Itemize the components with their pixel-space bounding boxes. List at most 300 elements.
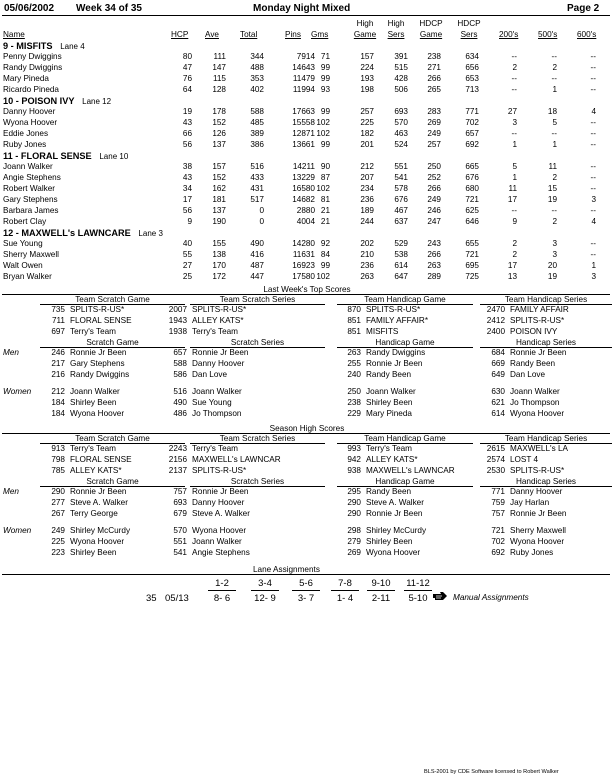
score-value: 630 [491,387,505,396]
score-value: 2156 [168,455,187,464]
high-sers-value: 506 [394,85,408,94]
bowler-name: Danny Hoover [510,487,563,496]
high-game-value: 157 [360,52,374,61]
hdcp-sers-value: 656 [465,63,479,72]
c600-value: 3 [591,272,596,281]
c200-value: 1 [512,173,517,182]
gms-value: 102 [316,118,330,127]
bowler-name: Randy Dwiggins [70,370,130,379]
bowler-name: Ronnie Jr Been [192,348,249,357]
pins-value: 12871 [292,129,315,138]
col-pins: Pins [285,30,301,39]
team-name: LOST 4 [510,455,539,464]
lane-pair-value: 12- 9 [254,593,276,604]
c600-value: -- [590,52,596,61]
score-value: 516 [173,387,187,396]
hdcp-sers-value: 692 [465,140,479,149]
lane-pair-value: 2-11 [371,593,391,604]
lane-pair-head: 5-6 [299,578,313,589]
score-value: 2615 [486,444,505,453]
lane-pair-rule [331,590,359,591]
hdcp-game-value: 266 [427,184,441,193]
hdcp-sers-value: 702 [465,118,479,127]
c500-value: -- [551,52,557,61]
hdcp-sers-value: 657 [465,129,479,138]
header-rule [2,15,610,16]
hcp-value: 25 [182,272,192,281]
bowler-name: Ronnie Jr Been [510,348,567,357]
total-value: 485 [250,118,264,127]
bowler-name: Ronnie Jr Been [366,509,423,518]
total-value: 433 [250,173,264,182]
high-game-value: 202 [360,239,374,248]
ave-value: 181 [212,195,226,204]
score-value: 938 [347,466,361,475]
team-name: SPLITS-R-US* [70,305,125,314]
col-high-game-l2: Game [353,30,377,39]
page-number: Page 2 [567,3,600,14]
team-category-head: Team Scratch Game [75,295,150,304]
score-value: 798 [51,455,65,464]
col-hdcp-sers-l2: Sers [460,30,478,39]
bowler-name: Wyona Hoover [510,409,565,418]
c500-value: 3 [552,239,557,248]
individual-category-head: Handicap Game [375,338,435,347]
col-500s: 500's [538,30,558,39]
ave-value: 178 [212,107,226,116]
lane-pair-value: 3- 7 [297,593,315,604]
score-value: 250 [347,387,361,396]
men-label: Men [3,348,19,357]
hdcp-game-value: 249 [427,129,441,138]
high-game-value: 210 [360,250,374,259]
bowler-name: Sue Young [192,398,232,407]
pins-value: 14211 [292,162,315,171]
bowler-name: Angie Stephens [192,548,250,557]
score-value: 697 [51,327,65,336]
player-name: Robert Clay [3,217,47,226]
pins-value: 11631 [292,250,315,259]
high-game-value: 189 [360,206,374,215]
gms-value: 93 [320,85,330,94]
team-name: FAMILY AFFAIR [510,305,569,314]
player-name: Sue Young [3,239,43,248]
hcp-value: 56 [182,206,192,215]
score-value: 541 [173,548,187,557]
total-value: 402 [250,85,264,94]
score-value: 269 [347,548,361,557]
lane-pair-rule [292,590,320,591]
gms-value: 99 [320,107,330,116]
score-value: 669 [491,359,505,368]
bowler-name: Ruby Jones [510,548,554,557]
c200-value: -- [511,85,517,94]
lane-week: 35 [146,593,157,604]
bowler-name: Dan Love [510,370,546,379]
gms-value: 92 [320,239,330,248]
c600-value: -- [590,173,596,182]
bowler-name: Steve A. Walker [192,509,250,518]
women-label: Women [3,387,32,396]
c500-value: 3 [552,250,557,259]
lane-pair-rule [251,590,279,591]
c500-value: 2 [552,217,557,226]
c500-value: 11 [548,162,557,171]
score-value: 2137 [168,466,187,475]
hcp-value: 19 [182,107,192,116]
team-name: SPLITS-R-US* [192,305,247,314]
total-value: 344 [250,52,264,61]
score-value: 240 [347,370,361,379]
high-sers-value: 391 [394,52,408,61]
score-value: 735 [51,305,65,314]
team-title: 12 - MAXWELL's LAWNCARE [3,228,131,238]
team-category-head: Team Handicap Series [504,434,588,443]
pins-value: 2880 [296,206,315,215]
bowler-name: Gary Stephens [70,359,125,368]
col-ave: Ave [205,30,219,39]
team-category-head: Team Handicap Game [364,434,446,443]
hdcp-game-value: 247 [427,217,441,226]
col-total: Total [240,30,258,39]
col-hdcp-sers [456,18,482,40]
high-game-value: 201 [360,140,374,149]
score-value: 771 [491,487,505,496]
team-lane: Lane 4 [60,42,85,51]
c500-value: 1 [552,85,557,94]
lane-date: 05/13 [165,593,189,604]
score-value: 216 [51,370,65,379]
col-hdcp-game-l2: Game [419,30,443,39]
team-name: ALLEY KATS* [192,316,244,325]
hdcp-game-value: 283 [427,107,441,116]
c500-value: -- [551,129,557,138]
total-value: 386 [250,140,264,149]
hdcp-game-value: 246 [427,206,441,215]
high-game-value: 257 [360,107,374,116]
gms-value: 21 [320,206,330,215]
c600-value: 4 [591,217,596,226]
c500-value: 19 [547,195,557,204]
team-lane: Lane 3 [138,229,163,238]
bowler-name: Shirley Been [366,398,413,407]
hdcp-game-value: 252 [427,173,441,182]
pins-value: 14643 [292,63,315,72]
team-name: SPLITS-R-US* [192,466,247,475]
total-value: 416 [250,250,264,259]
total-value: 517 [250,195,264,204]
player-name: Sherry Maxwell [3,250,59,259]
team-title: 11 - FLORAL SENSE [3,151,92,161]
ave-value: 137 [212,140,226,149]
hcp-value: 9 [187,217,192,226]
total-value: 0 [259,217,264,226]
score-value: 2243 [168,444,187,453]
col-hdcp-game [418,18,444,40]
pins-value: 4004 [296,217,315,226]
individual-category-head: Scratch Series [230,338,285,347]
c200-value: -- [511,52,517,61]
score-value: 721 [491,526,505,535]
hcp-value: 64 [182,85,192,94]
c600-value: -- [590,85,596,94]
lane-rule [2,574,610,575]
lane-pair-head: 1-2 [215,578,229,589]
high-sers-value: 647 [394,272,408,281]
player-name: Randy Dwiggins [3,63,63,72]
gms-value: 102 [316,272,330,281]
hcp-value: 40 [182,239,192,248]
c600-value: -- [590,206,596,215]
team-category-head: Team Scratch Series [219,434,296,443]
gms-value: 21 [320,217,330,226]
hcp-value: 56 [182,140,192,149]
team-category-head: Team Handicap Series [504,295,588,304]
team-lane: Lane 10 [99,152,129,161]
ave-value: 147 [212,63,226,72]
hdcp-game-value: 238 [427,52,441,61]
high-sers-value: 637 [394,217,408,226]
team-name: Terry's Team [192,444,238,453]
ave-value: 172 [212,272,226,281]
score-value: 785 [51,466,65,475]
ave-value: 152 [212,118,226,127]
hdcp-sers-value: 653 [465,74,479,83]
score-value: 249 [51,526,65,535]
hdcp-game-value: 266 [427,74,441,83]
player-name: Wyona Hoover [3,118,58,127]
c200-value: 27 [507,107,517,116]
c600-value: -- [590,250,596,259]
score-value: 225 [51,537,65,546]
ave-value: 157 [212,162,226,171]
gms-value: 102 [316,129,330,138]
hcp-value: 80 [182,52,192,61]
score-value: 993 [347,444,361,453]
team-heading [3,97,111,106]
score-value: 246 [51,348,65,357]
hdcp-sers-value: 646 [465,217,479,226]
high-game-value: 236 [360,195,374,204]
ave-value: 115 [212,74,226,83]
hdcp-sers-value: 676 [465,173,479,182]
score-value: 255 [347,359,361,368]
c500-value: 2 [552,63,557,72]
hcp-value: 47 [182,63,192,72]
score-value: 2400 [486,327,505,336]
team-name: MAXWELL's LAWNCAR [366,466,455,475]
ave-value: 128 [212,85,226,94]
score-value: 229 [347,409,361,418]
hdcp-sers-value: 634 [465,52,479,61]
team-heading [3,229,163,238]
hdcp-sers-value: 695 [465,261,479,270]
player-name: Barbara James [3,206,59,215]
score-value: 649 [491,370,505,379]
ave-value: 138 [212,250,226,259]
score-value: 290 [347,498,361,507]
player-name: Gary Stephens [3,195,58,204]
c600-value: -- [590,184,596,193]
hcp-value: 34 [182,184,192,193]
hdcp-game-value: 263 [427,261,441,270]
lane-pair-head: 3-4 [258,578,272,589]
high-sers-value: 693 [394,107,408,116]
score-value: 851 [347,327,361,336]
bowler-name: Joann Walker [366,387,416,396]
team-category-head: Team Handicap Game [364,295,446,304]
pins-value: 16923 [292,261,315,270]
high-sers-value: 467 [394,206,408,215]
bowler-name: Wyona Hoover [70,537,125,546]
total-value: 353 [250,74,264,83]
score-value: 267 [51,509,65,518]
individual-category-head: Scratch Game [86,338,139,347]
ave-value: 170 [212,261,226,270]
c600-value: 3 [591,195,596,204]
gms-value: 99 [320,140,330,149]
hdcp-sers-value: 665 [465,162,479,171]
lane-pair-head: 7-8 [338,578,352,589]
player-name: Ricardo Pineda [3,85,59,94]
high-sers-value: 551 [394,162,408,171]
col-high-game-l1: High [356,19,374,28]
score-value: 942 [347,455,361,464]
bowler-name: Mary Pineda [366,409,412,418]
hcp-value: 43 [182,118,192,127]
lane-pair-value: 1- 4 [336,593,354,604]
player-name: Ruby Jones [3,140,47,149]
lane-pair-head: 11-12 [406,578,430,589]
score-value: 588 [173,359,187,368]
team-category-head: Team Scratch Game [75,434,150,443]
hcp-value: 55 [182,250,192,259]
team-name: SPLITS-R-US* [510,466,565,475]
score-value: 298 [347,526,361,535]
gms-value: 99 [320,74,330,83]
team-name: MISFITS [366,327,399,336]
bowler-name: Randy Been [366,487,412,496]
high-sers-value: 614 [394,261,408,270]
score-value: 238 [347,398,361,407]
bowler-name: Terry George [70,509,118,518]
hcp-value: 27 [182,261,192,270]
individual-category-head: Handicap Game [375,477,435,486]
score-value: 586 [173,370,187,379]
team-name: Terry's Team [70,444,116,453]
hdcp-game-value: 269 [427,118,441,127]
total-value: 588 [250,107,264,116]
ave-value: 152 [212,173,226,182]
gms-value: 87 [320,173,330,182]
col-high-game [353,18,377,40]
col-high-sers-l2: Sers [387,30,405,39]
high-sers-value: 428 [394,74,408,83]
team-name: Terry's Team [366,444,412,453]
score-value: 692 [491,548,505,557]
team-lane: Lane 12 [82,97,112,106]
high-game-value: 212 [360,162,374,171]
hdcp-game-value: 249 [427,195,441,204]
c600-value: -- [590,118,596,127]
high-sers-value: 463 [394,129,408,138]
c500-value: 18 [547,107,557,116]
total-value: 487 [250,261,264,270]
men-label: Men [3,487,19,496]
hdcp-game-value: 257 [427,140,441,149]
high-game-value: 207 [360,173,374,182]
bowler-name: Joann Walker [192,387,242,396]
c600-value: -- [590,162,596,171]
gms-value: 81 [320,195,330,204]
team-name: ALLEY KATS* [70,466,122,475]
hdcp-game-value: 271 [427,63,441,72]
lane-pair-value: 5-10 [408,593,428,604]
high-sers-value: 529 [394,239,408,248]
score-value: 486 [173,409,187,418]
c200-value: 3 [512,118,517,127]
score-value: 490 [173,398,187,407]
hcp-value: 17 [182,195,192,204]
pins-value: 14682 [292,195,315,204]
total-value: 431 [250,184,264,193]
individual-category-head: Scratch Game [86,477,139,486]
score-value: 290 [347,509,361,518]
section-title: Season High Scores [269,424,345,433]
col-name: Name [3,30,25,39]
c500-value: 2 [552,173,557,182]
bowler-name: Ronnie Jr Been [366,359,423,368]
score-value: 614 [491,409,505,418]
score-value: 679 [173,509,187,518]
col-gms: Gms [311,30,329,39]
team-heading [3,42,85,51]
bowler-name: Joann Walker [192,537,242,546]
bowler-name: Ronnie Jr Been [70,487,127,496]
bowler-name: Danny Hoover [192,359,245,368]
score-value: 757 [491,509,505,518]
bowler-name: Ronnie Jr Been [70,348,127,357]
score-value: 684 [491,348,505,357]
team-name: SPLITS-R-US* [366,305,421,314]
score-value: 217 [51,359,65,368]
player-name: Eddie Jones [3,129,49,138]
team-category-head: Team Scratch Series [219,295,296,304]
high-game-value: 198 [360,85,374,94]
bowler-name: Shirley McCurdy [70,526,131,535]
score-value: 2007 [168,305,187,314]
bowler-name: Jo Thompson [192,409,242,418]
hdcp-game-value: 266 [427,250,441,259]
total-value: 447 [250,272,264,281]
high-sers-value: 541 [394,173,408,182]
score-value: 693 [173,498,187,507]
gms-value: 84 [320,250,330,259]
score-value: 2530 [486,466,505,475]
score-value: 551 [173,537,187,546]
c600-value: -- [590,74,596,83]
c200-value: -- [511,129,517,138]
gms-value: 99 [320,63,330,72]
col-hcp: HCP [171,30,189,39]
ave-value: 111 [213,52,226,61]
pins-value: 7914 [296,52,315,61]
player-name: Mary Pineda [3,74,49,83]
ave-value: 137 [212,206,226,215]
bowler-name: Shirley Been [70,548,117,557]
manual-assignments-label: Manual Assignments [453,593,529,602]
pointing-hand-icon [432,591,448,603]
